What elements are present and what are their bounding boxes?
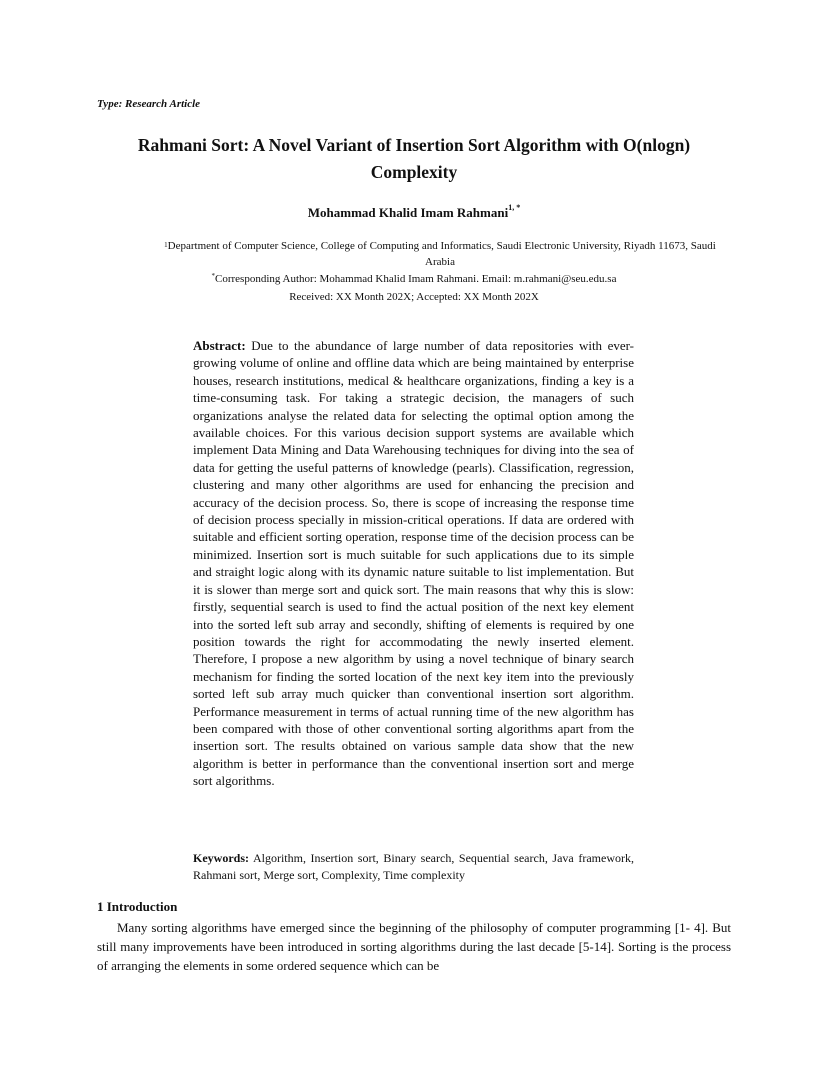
- article-type-label: Type: Research Article: [97, 98, 201, 110]
- affiliation-mark: 1: [164, 241, 168, 249]
- author-line: [100, 205, 728, 221]
- keywords-label: Keywords:: [193, 851, 249, 865]
- corresponding-text: Corresponding Author: Mohammad Khalid Imam Rahmani. Email: m.rahmani@seu.edu.sa: [215, 273, 617, 285]
- received-dates: Received: XX Month 202X; Accepted: XX Month 202X: [289, 291, 539, 303]
- affiliation-text: Department of Computer Science, College of Computing and Informatics, Saudi Electronic University, Riyadh 11673, Saudi Arabia: [167, 240, 716, 268]
- intro-paragraph: Many sorting algorithms have emerged since the beginning of the philosophy of computer programming [1- 4]. But still many improvements have been introduced in sorting algorithms during the last decade [5-14]. Sorting is the process of arranging the elements in some ordered sequence which can be: [97, 920, 731, 973]
- affiliation: [160, 238, 720, 270]
- corresponding-author: [100, 273, 728, 285]
- keywords: [193, 850, 634, 884]
- keywords-text: Algorithm, Insertion sort, Binary search, Sequential search, Java framework, Rahmani sort, Merge sort, Complexity, Time complexity: [193, 851, 634, 882]
- section-heading: 1 Introduction: [97, 899, 178, 914]
- corresponding-mark: *: [211, 272, 215, 280]
- abstract-label: Abstract:: [193, 338, 246, 353]
- author-marks: 1, *: [508, 203, 521, 212]
- abstract: [193, 337, 634, 790]
- abstract-text: Due to the abundance of large number of data repositories with ever-growing volume of online and offline data which are being maintained by enterprise houses, research institutions, medical & healthcare organizations, finding a key is a time-consuming task. For taking a strategic decision, the managers of such organizations analyse the related data for selecting the optimal option among the available choices. For this various decision support systems are available which implement Data Mining and Data Warehousing techniques for diving into the sea of data for getting the useful patterns of knowledge (pearls). Classification, regression, clustering and many other algorithms are used for enhancing the precision and accuracy of the decision process. So, there is scope of increasing the response time of decision process specially in mission-critical operations. If data are ordered with suitable and efficient sorting operation, response time of the decision process can be minimized. Insertion sort is much suitable for such applications due to its simple and straight logic along with its dynamic nature suitable to list implementation. But it is slower than merge sort and quick sort. The main reasons that why this is slow: firstly, sequential search is used to find the actual position of the next key element into the sorted left sub array and secondly, shifting of elements is required by one position towards the right for accommodating the newly inserted element. Therefore, I propose a new algorithm by using a novel technique of binary search mechanism for finding the sorted location of the next key item into the previously sorted left sub array much quicker than conventional insertion sort algorithm. Performance measurement in terms of actual running time of the new algorithm has been compared with those of other conventional sorting algorithms apart from the insertion sort. The results obtained on various sample data show that the new algorithm is better in performance than the conventional insertion sort and merge sort algorithms.: [193, 338, 635, 789]
- author-name: Mohammad Khalid Imam Rahmani: [307, 205, 509, 220]
- paper-title: Rahmani Sort: A Novel Variant of Insertion Sort Algorithm with O(nlogn) Complexity: [137, 135, 691, 182]
